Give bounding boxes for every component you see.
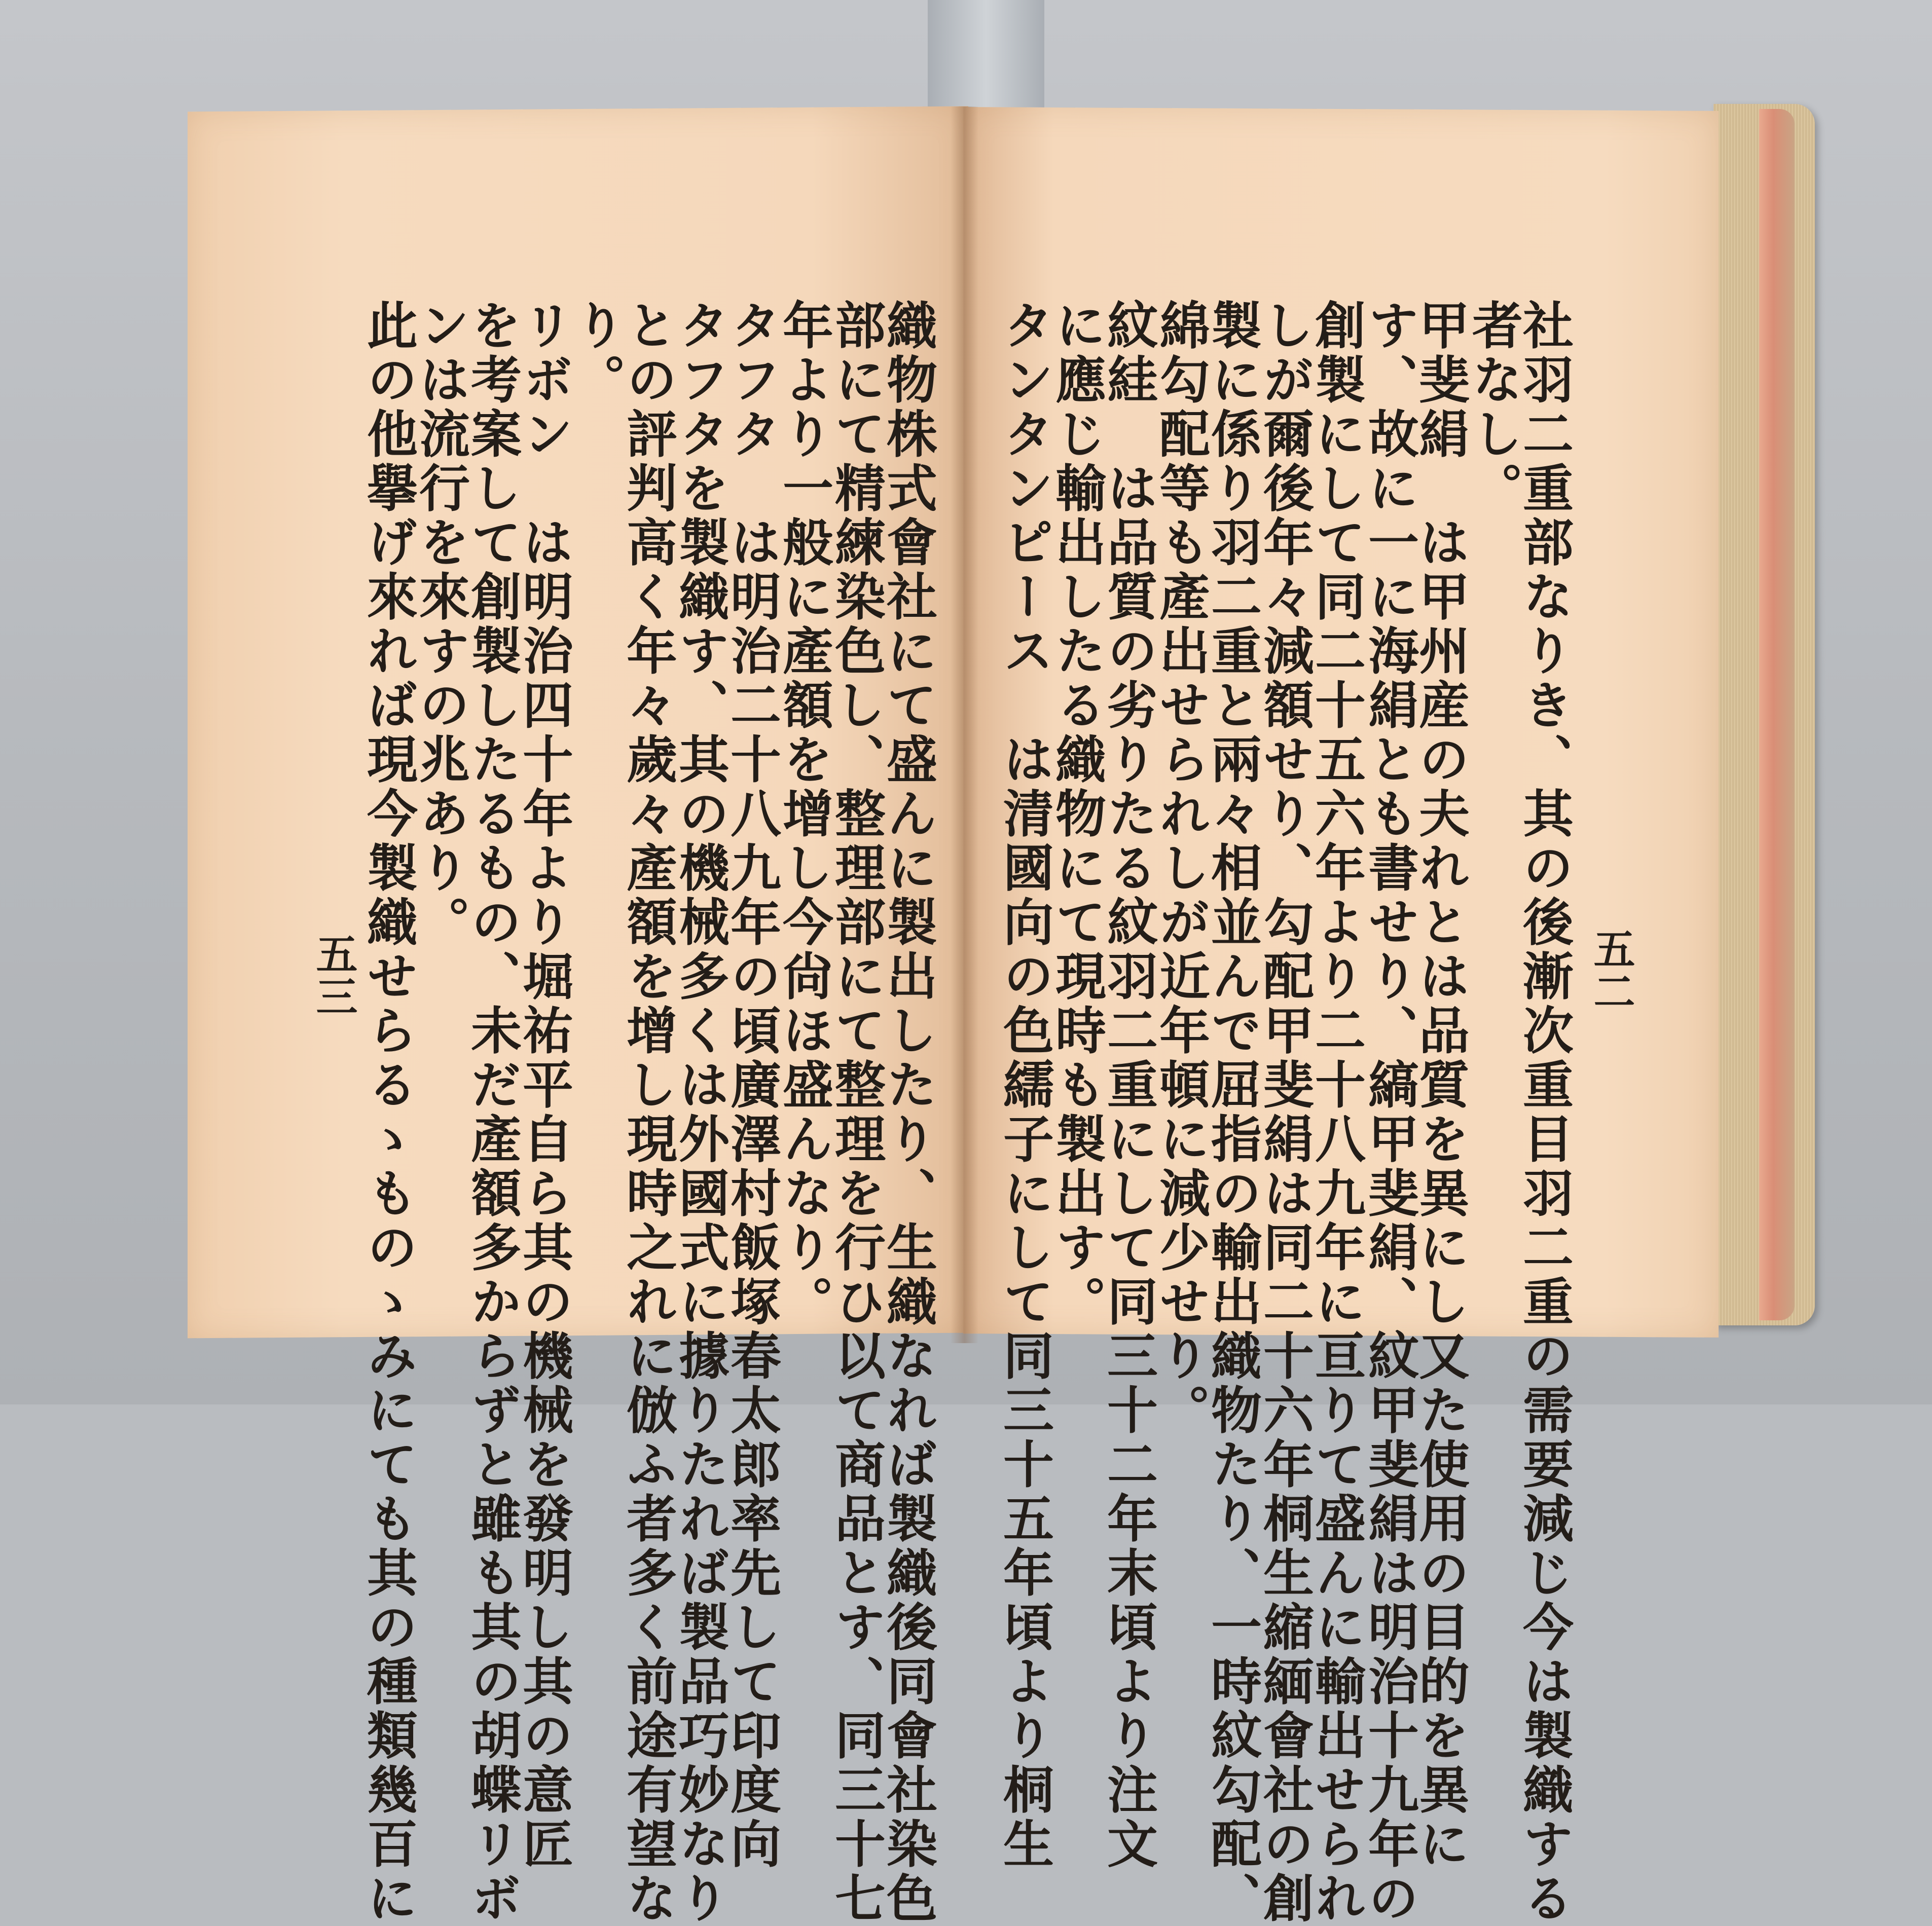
left-page-column-3: 年より一般に產額を增し今尙ほ盛んなり。 [774,299,834,1329]
right-page-column-1: 社羽二重部なりき、其の後漸次重目羽二重の需要減じ今は製織する [1514,299,1574,1926]
left-page-column-11: 此の他擧げ來れば現今製織せらるゝものゝみにても其の種類幾百に [358,299,418,1926]
left-page-column-6: との評判高く年々歲々產額を增し現時之れに倣ふ者多く前途有望な [618,299,678,1926]
right-page-column-6: しが爾後年々減額せり、勾配甲斐絹は同二十六年桐生縮緬會社の創 [1255,299,1315,1926]
right-page-column-11: タンタンピース は清國向の色繻子にして同三十五年頃より桐生 [995,299,1054,1872]
left-page-column-7: り。 [566,299,626,408]
right-page-column-7: 製に係り羽二重と兩々相並んで屈指の輸出織物たり、一時紋勾配、 [1202,299,1262,1926]
right-page-column-4: す、故に一に海絹とも書せり、縞甲斐絹、紋甲斐絹は明治十九年の [1360,299,1419,1926]
cover-edge [1759,109,1795,1320]
left-page-column-4: タフタ は明治二十八九年の頃廣澤村飯塚春太郎率先して印度向 [722,299,782,1872]
left-page-column-9: を考案して創製したるもの、未だ產額多からずと雖も其の胡蝶リボ [462,299,522,1926]
left-page-column-10: ンは流行を來すの兆あり。 [411,299,470,950]
left-page-number: 五三 [309,933,358,1018]
right-page-column-2: 者なし。 [1464,299,1523,516]
right-page-column-10: に應じ輸出したる織物にて現時も製出す。 [1047,299,1107,1329]
left-page-column-5: タフタを製織す、其の機械多くは外國式に據りたれば製品巧妙なり [670,299,730,1926]
right-page-column-3: 甲斐絹 は甲州産の夫れとは品質を異にし又た使用の目的を異に [1410,299,1470,1872]
right-page-column-5: 創製にして同二十五六年より二十八九年に亘りて盛んに輸出せられ [1306,299,1366,1926]
right-page-column-9: 紋絓 は品質の劣りたる紋羽二重にして同三十二年末頃より注文 [1099,299,1158,1872]
right-page-column-8: 綿勾配等も產出せられしが近年頓に減少せり。 [1151,299,1211,1438]
left-page-column-2: 部にて精練染色し、整理部にて整理を行ひ以て商品とす、同三十七 [826,299,886,1926]
binding-tab [928,0,1044,117]
left-page-column-1: 織物株式會社にて盛んに製出したり、生織なれば製織後同會社染色 [878,299,938,1926]
book-gutter [951,106,978,1343]
left-page-column-8: リボン は明治四十年より堀祐平自ら其の機械を發明し其の意匠 [514,299,574,1872]
right-page-number: 五二 [1587,928,1635,1013]
